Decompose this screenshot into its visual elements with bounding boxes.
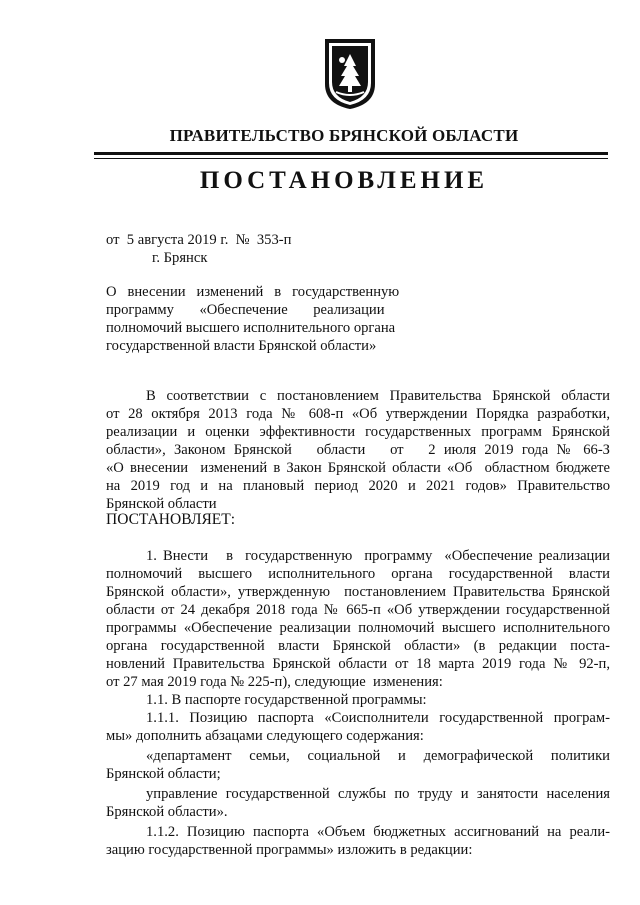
header-rule-thick [94, 152, 608, 155]
preamble-line: реализации и оценки эффективности государственных программ Брянской [106, 424, 610, 440]
subject-line: государственной власти Брянской области» [106, 338, 377, 354]
body-line: программы «Обеспечение реализации полномочий высшего исполнительного [106, 620, 610, 636]
body-line: области от 24 декабря 2018 года № 665-п «Об утверждении государственной [106, 602, 610, 618]
body-line: мы» дополнить абзацами следующего содержания: [106, 728, 424, 744]
body-line: органа государственной власти Брянской области» (в редакции поста- [106, 638, 610, 654]
body-line: полномочий высшего исполнительного органа государственной власти [106, 566, 610, 582]
body-line: 1.1.2. Позицию паспорта «Объем бюджетных ассигнований на реали- [146, 824, 610, 840]
body-line: 1. Внести в государственную программу «Обеспечение реализации [146, 548, 610, 564]
preamble-line: «О внесении изменений в Закон Брянской области «Об областном бюджете [106, 460, 610, 476]
body-line: Брянской области; [106, 766, 221, 782]
body-line: 1.1. В паспорте государственной программы: [146, 692, 427, 708]
resolves-heading: ПОСТАНОВЛЯЕТ: [106, 511, 236, 528]
header-rule-thin [94, 158, 608, 159]
preamble-line: области», Законом Брянской области от 2 июля 2019 года № 66-З [106, 442, 610, 458]
preamble-line: Брянской области [106, 496, 217, 512]
preamble-line: от 28 октября 2013 года № 608-п «Об утверждении Порядка разработки, [106, 406, 610, 422]
preamble-line: В соответствии с постановлением Правительства Брянской области [146, 388, 610, 404]
document-title: ПОСТАНОВЛЕНИЕ [199, 167, 489, 194]
subject-line: полномочий высшего исполнительного органа [106, 320, 396, 336]
body-line: Брянской области». [106, 804, 228, 820]
preamble-line: на 2019 год и на плановый период 2020 и 2021 годов» Правительство [106, 478, 610, 494]
body-line: новлений Правительства Брянской области от 18 марта 2019 года № 92-п, [106, 656, 610, 672]
body-line: Брянской области», утвержденную постановлением Правительства Брянской [106, 584, 610, 600]
body-line: зацию государственной программы» изложить в редакции: [106, 842, 473, 858]
body-line: 1.1.1. Позицию паспорта «Соисполнители государственной програм- [146, 710, 610, 726]
coat-of-arms-icon [322, 36, 378, 112]
body-line: от 27 мая 2019 года № 225-п), следующие изменения: [106, 674, 443, 690]
government-title: ПРАВИТЕЛЬСТВО БРЯНСКОЙ ОБЛАСТИ [169, 126, 519, 145]
body-line: «департамент семьи, социальной и демографической политики [146, 748, 610, 764]
date-number: от 5 августа 2019 г. № 353-п [106, 232, 292, 248]
subject-line: О внесении изменений в государственную [106, 284, 400, 300]
body-line: управление государственной службы по труду и занятости населения [146, 786, 610, 802]
city: г. Брянск [152, 250, 208, 266]
subject-line: программу «Обеспечение реализации [106, 302, 385, 318]
